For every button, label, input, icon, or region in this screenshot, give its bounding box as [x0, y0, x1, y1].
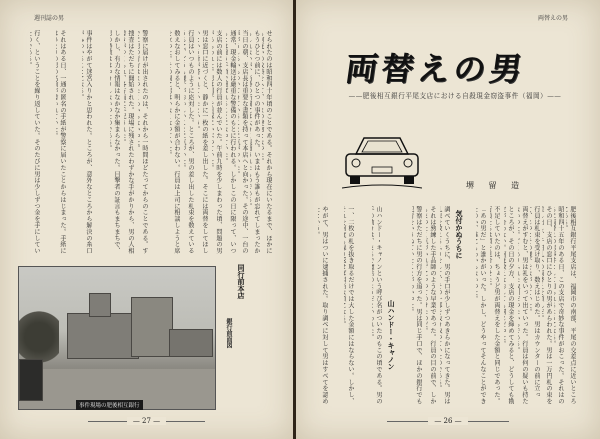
left-column-6: 行員はいつものように応対した。ところが、男の差し出した札束を数えている: [187, 30, 194, 254]
right-column-2: その日、支店の窓口にひとりの男があらわれた。男は一万円札の束を: [545, 206, 552, 405]
right-column-8: 調べていくうちに、男の手口が少しずつあきらかになってきた。男は: [443, 206, 450, 405]
article-subtitle: ——肥後相互銀行平尾支店における自殺現金窃盗事件（福岡）——: [348, 92, 562, 100]
right-section-heading-1: 気付かぬうちに: [455, 210, 464, 259]
right-column-6: 不足していたのは、ちょうど男が両替えをした金額と同じであった。: [493, 206, 500, 405]
left-column-13: 行く、ということを繰り返していた。そのたびに男は少しずつ金を手にしてい: [33, 30, 40, 254]
left-column-4: 支店の前には数人の行員が並んでいた。午前九時を少しまわった頃、問題の男: [215, 30, 222, 254]
bank-photo: [18, 266, 216, 410]
left-column-9: 捜査はただちに開始された。現場に残されたわずかな手がかりから、男の人相: [127, 30, 134, 254]
right-column-3: 行員は札束を受け取り、数えはじめた。男はカウンターの前に立っ: [533, 206, 540, 398]
running-head-right: 両替えの男: [537, 15, 568, 22]
left-column-11: 事件はやがて迷宮入りかと思われた。ところが、意外なところから解決の糸口: [85, 30, 92, 254]
right-section-heading-2: 山ハンドー・キャノン: [387, 300, 396, 370]
left-column-10: しかし、有力な情報はなかなか集まらなかった。目撃者の証言もまちまちで、: [113, 30, 120, 254]
author-name: 堺 留 造: [466, 181, 526, 190]
left-column-1: もうひとつ前に、ひとつの事件があった。いまはもう誰もが忘れてしまったか: [253, 30, 260, 254]
left-column-5: 男は窓口に近づくと、静かに一枚の紙を差し出した。そこには両替をしてほし: [201, 30, 208, 254]
right-column-9: それは熟練した手品師のような早業であった。行員の目の前で、しか: [429, 206, 436, 405]
left-column-7: 数えなおしてみると、明らかに金額が合わない。行員は上司に相談しようと席: [173, 30, 180, 254]
right-column-10: 警察はただちに男の行方を追った。男は同じ手口で、ほかの銀行でも: [415, 206, 422, 405]
car-illustration: [342, 132, 422, 194]
left-column-0: せられたのは昭和四十年頃のことである。それから現在にいたるまで、ほかに: [265, 30, 272, 254]
left-column-3: 通常、現金輸送は厳重な警備のもとに行われる。しかしこの日に限って、いつ: [229, 30, 236, 254]
right-column-0: 肥後相互銀行平尾支店は、福岡市の南部、平尾の交差点に近いところ: [569, 206, 576, 405]
photo-caption: 事件現場の肥後相互銀行: [76, 400, 143, 410]
left-column-12: それはある日、一通の匿名の手紙が警察に届いたことからはじまった。手紙に: [59, 30, 66, 254]
right-column-11: 山ハンドー・キャノンという呼び名がついたのもこの頃である。男の: [375, 206, 382, 405]
page-number-right: — 26 —: [296, 417, 600, 425]
right-column-5: ところが、その日の夕方、支店の現金を締めてみると、どうしても勘: [507, 206, 514, 405]
right-column-1: 昭和四十五年のある日、この支店で奇妙な事件がおこった。それはの: [557, 206, 564, 405]
right-column-13: やがて、男はついに逮捕された。取り調べに対して男はすべてを認め: [321, 206, 328, 405]
photo-side-label: 銀行前面図: [225, 318, 232, 348]
page-number-left: — 27 —: [0, 417, 293, 425]
article-title: 両替えの男: [343, 50, 529, 88]
running-head-left: 週刊誌の男: [34, 15, 65, 22]
right-column-12: 一、二枚の札を抜き取るだけでは大した金額にはならない。しかし、: [347, 206, 354, 405]
left-column-2: 当日の朝、支店長は重要な書類を持って本店へと向かった。その途中、一台の: [241, 30, 248, 254]
left-page: [0, 0, 293, 439]
right-column-4: 両替えがすむと、男は礼をいって出ていった。行員は何の疑いも持た: [521, 206, 528, 405]
right-column-7: 「あの男だ」と誰かがいった。しかし、どうやってそんなことができ: [479, 206, 486, 405]
left-column-8: 警察に届けが出されたのは、それから一時間ほどたってからのことである。す: [141, 30, 148, 254]
left-section-heading: 同行前本店: [237, 264, 246, 299]
